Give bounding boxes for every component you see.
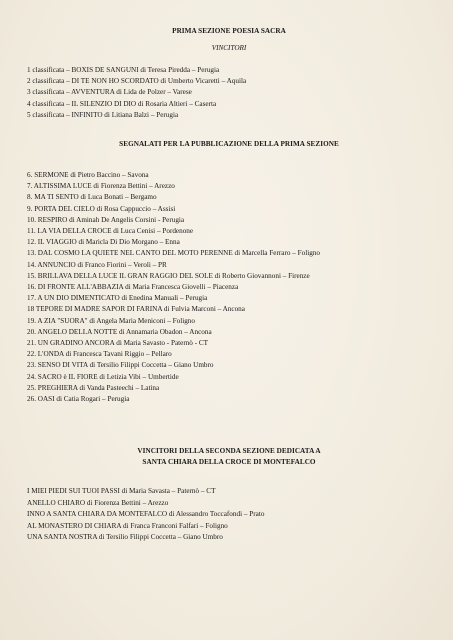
list-item: 4 classificata – IL SILENZIO DI DIO di Rosaria Altieri – Caserta [27, 99, 217, 108]
section1-winners-list [27, 65, 431, 121]
section1-subtitle: VINCITORI [211, 44, 247, 52]
list-item: INNO A SANTA CHIARA DA MONTEFALCO di Alessandro Toccafondi – Prato [27, 510, 265, 519]
list-item: 5 classificata – INFINITO di Litiana Balzi – Perugia [27, 110, 179, 119]
list-item: 8. MA TI SENTO di Luca Bonati – Bergamo [27, 193, 157, 202]
list-item: 21. UN GRADINO ANCORA di Maria Savasto - Paternò - CT [27, 339, 209, 348]
list-item: 10. RESPIRO di Aminah De Angelis Corsini - Perugia [27, 215, 185, 224]
list-item: 19. A ZIA "SUORA" di Angela Maria Meniconi – Foligno [27, 316, 195, 325]
section2-list [27, 170, 431, 405]
list-item: 20. ANGELO DELLA NOTTE di Annamaria Obadon – Ancona [27, 327, 212, 336]
list-item: 6. SERMONE di Pietro Baccino – Savona [27, 171, 149, 180]
list-item: 15. BRILLAVA DELLA LUCE IL GRAN RAGGIO DEL SOLE di Roberto Giovannoni – Firenze [27, 271, 310, 280]
list-item: 2 classificata – DI TE NON HO SCORDATO di Umberto Vicaretti – Aquila [27, 77, 247, 86]
list-item: 17. A UN DIO DIMENTICATO di Enedina Manuali – Perugia [27, 294, 208, 303]
list-item: 3 classificata – AVVENTURA di Lida de Polzer – Varese [27, 88, 192, 97]
section3-list [27, 486, 431, 543]
section3-title [27, 446, 431, 468]
section1-title: PRIMA SEZIONE POESIA SACRA [172, 27, 286, 35]
list-item: 14. ANNUNCIO di Franco Fiorini – Veroli – PR [27, 260, 167, 269]
section2-title: SEGNALATI PER LA PUBBLICAZIONE DELLA PRIMA SEZIONE [119, 140, 339, 149]
list-item: 13. DAL COSMO LA QUIETE NEL CANTO DEL MOTO PERENNE di Marcella Ferraro – Foligno [27, 249, 320, 258]
list-item: 12. IL VIAGGIO di Maricla Di Dio Morgano – Enna [27, 238, 180, 247]
list-item: 23. SENSO DI VITA di Tersilio Filippi Coccetta – Giano Umbro [27, 361, 214, 370]
list-item: UNA SANTA NOSTRA di Tersilio Filippi Coccetta – Giano Umbro [27, 532, 223, 541]
list-item: 26. OASI di Catia Rogari – Perugia [27, 395, 130, 404]
list-item: 7. ALTISSIMA LUCE di Fiorenza Bettini – Arezzo [27, 182, 175, 191]
list-item: 25. PREGHIERA di Vanda Pasteechi – Latina [27, 383, 160, 392]
list-item: 18 TEPORE DI MADRE SAPOR DI FARINA di Fulvia Marconi – Ancona [27, 305, 245, 314]
list-item: 9. PORTA DEL CIELO di Rosa Cappuccio – Assisi [27, 204, 176, 213]
list-item: 16. DI FRONTE ALL'ABBAZIA di Maria Francesca Giovelli – Piacenza [27, 283, 239, 292]
list-item: I MIEI PIEDI SUI TUOI PASSI di Maria Savasta – Paternò – CT [27, 487, 216, 496]
list-item: 24. SACRO è IL FIORE di Letizia Vibi – Umbertide [27, 372, 179, 381]
list-item: ANELLO CHIARO di Fiorenza Bettini – Arezzo [27, 498, 169, 507]
list-item: AL MONASTERO DI CHIARA di Franca Franconi Falfari – Foligno [27, 521, 228, 530]
list-item: 22. L'ONDA di Francesca Tavani Riggio – Pellaro [27, 350, 172, 359]
section3-title-line2: SANTA CHIARA DELLA CROCE DI MONTEFALCO [142, 458, 316, 467]
list-item: 1 classificata – BOXIS DE SANGUNI di Teresa Piredda – Perugia [27, 66, 220, 74]
section3-title-line1: VINCITORI DELLA SECONDA SEZIONE DEDICATA A [137, 447, 321, 456]
list-item: 11. LA VIA DELLA CROCE di Luca Cenisi – Pordenone [27, 227, 194, 236]
